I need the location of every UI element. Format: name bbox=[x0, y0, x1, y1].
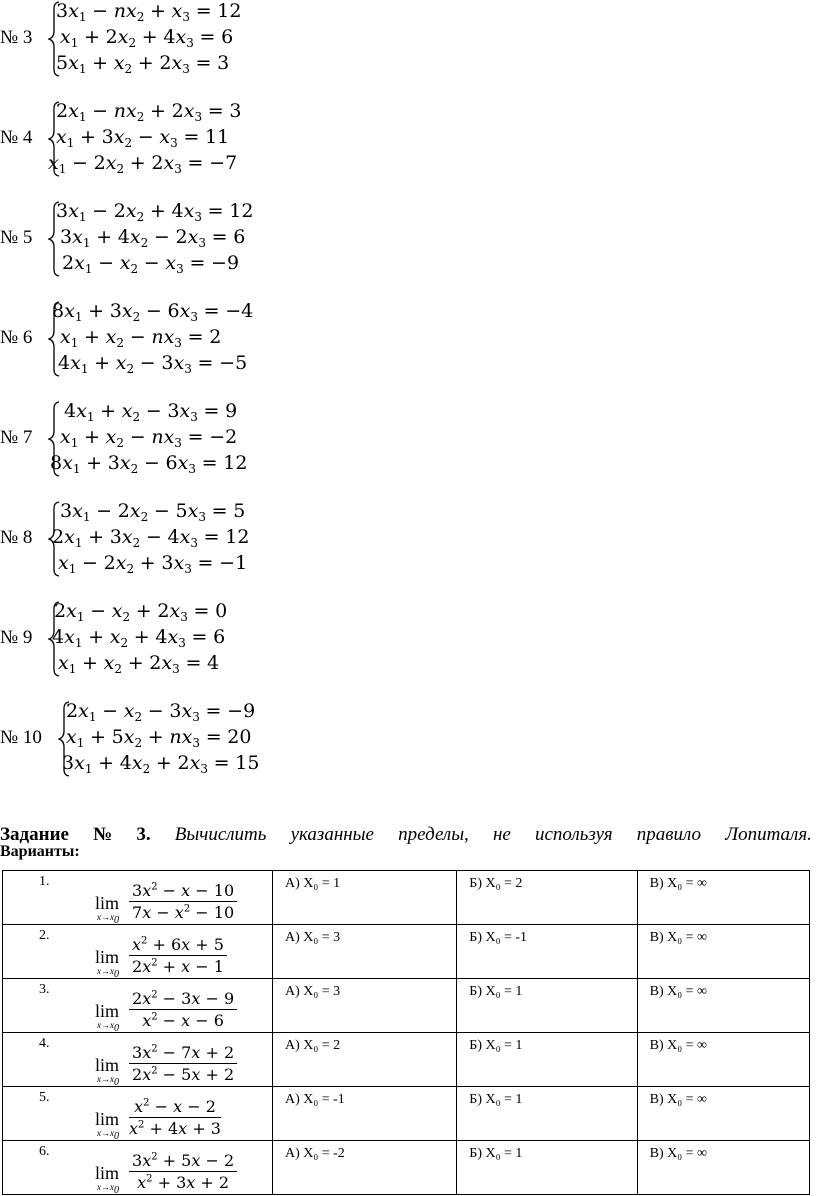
limit-cell bbox=[3, 979, 273, 1033]
lim-subscript: $x\to x_0$ bbox=[97, 1128, 119, 1142]
option-a: А) X₀ = 3 bbox=[284, 984, 341, 999]
task-text-word: не bbox=[492, 824, 511, 845]
option-b-cell bbox=[457, 925, 637, 979]
option-a: А) X₀ = -2 bbox=[284, 1146, 345, 1161]
option-c: В) X₀ = ∞ bbox=[649, 1092, 707, 1107]
system-number: № 5 bbox=[0, 227, 33, 248]
fraction bbox=[129, 1151, 237, 1192]
fraction bbox=[129, 881, 237, 922]
task-word: Задание bbox=[0, 824, 69, 845]
equation: $2x_1$ − $nx_2$ + $2x_3$ = 3 bbox=[56, 100, 242, 124]
option-a: А) X₀ = 2 bbox=[284, 1038, 341, 1053]
task-text-word: Вычислить bbox=[174, 824, 267, 845]
option-c-cell bbox=[637, 871, 809, 925]
option-b-cell bbox=[457, 871, 637, 925]
numerator: $x^2 + 6x + 5$ bbox=[129, 935, 227, 956]
denominator: $2x^2 - 5x + 2$ bbox=[132, 1065, 235, 1084]
lim-word: lim bbox=[95, 1001, 120, 1021]
option-c-cell bbox=[637, 1033, 809, 1087]
variants-label: Варианты: bbox=[0, 843, 80, 860]
denominator: $x^2 - x - 6$ bbox=[142, 1011, 224, 1030]
option-c-cell bbox=[637, 925, 809, 979]
equation: $4x_1$ + $x_2$ − $3x_3$ = 9 bbox=[64, 400, 238, 424]
table-row bbox=[3, 1141, 810, 1195]
option-c: В) X₀ = ∞ bbox=[649, 876, 707, 891]
option-c: В) X₀ = ∞ bbox=[649, 1146, 707, 1161]
numerator: $3x^2 - x - 10$ bbox=[129, 881, 237, 902]
option-c-cell bbox=[637, 1141, 809, 1195]
numerator: $x^2 - x - 2$ bbox=[129, 1097, 221, 1118]
denominator: $7x - x^2 - 10$ bbox=[132, 903, 235, 922]
option-a-cell bbox=[272, 925, 456, 979]
equation: $x_1$ − $2x_2$ + $3x_3$ = −1 bbox=[58, 552, 248, 576]
numerator: $3x^2 - 7x + 2$ bbox=[129, 1043, 237, 1064]
lim-subscript: $x\to x_0$ bbox=[97, 966, 119, 980]
option-a-cell bbox=[272, 1033, 456, 1087]
equation: $4x_1$ + $x_2$ − $3x_3$ = −5 bbox=[58, 352, 248, 376]
limit-cell bbox=[3, 925, 273, 979]
lim-word: lim bbox=[95, 1163, 120, 1183]
system-number: № 10 bbox=[0, 727, 42, 748]
option-b-cell bbox=[457, 1087, 637, 1141]
task-text-word: пределы, bbox=[398, 824, 469, 845]
system-number: № 9 bbox=[0, 627, 33, 648]
table-row bbox=[3, 1033, 810, 1087]
equation: $2x_1$ + $3x_2$ − $4x_3$ = 12 bbox=[52, 526, 250, 550]
lim-word: lim bbox=[95, 893, 120, 913]
numerator: $3x^2 + 5x - 2$ bbox=[129, 1151, 237, 1172]
limit-cell bbox=[3, 1141, 273, 1195]
equation: $4x_1$ + $x_2$ + $4x_3$ = 6 bbox=[52, 626, 226, 650]
option-a-cell bbox=[272, 871, 456, 925]
task-number-sign: № bbox=[93, 824, 113, 845]
variant-number: 4. bbox=[39, 1036, 50, 1051]
option-c-cell bbox=[637, 1087, 809, 1141]
lim-subscript: $x\to x_0$ bbox=[97, 1074, 119, 1088]
equation: $3x_1$ − $2x_2$ − $5x_3$ = 5 bbox=[60, 500, 246, 524]
denominator: $x^2 + 3x + 2$ bbox=[137, 1173, 230, 1192]
variant-number: 3. bbox=[39, 982, 50, 997]
equation: $x_1$ + $3x_2$ − $x_3$ = 11 bbox=[56, 126, 230, 150]
option-b: Б) X₀ = 1 bbox=[469, 984, 523, 999]
option-a: А) X₀ = 3 bbox=[284, 930, 341, 945]
system-number: № 3 bbox=[0, 27, 33, 48]
system-number: № 8 bbox=[0, 527, 33, 548]
equation: $x_1$ + $x_2$ − $nx_3$ = 2 bbox=[60, 326, 222, 350]
equation: $2x_1$ − $x_2$ − $3x_3$ = −9 bbox=[66, 700, 256, 724]
equation: $x_1$ + $x_2$ + $2x_3$ = 4 bbox=[58, 652, 220, 676]
task-number: 3. bbox=[136, 824, 151, 845]
equation-system bbox=[0, 400, 400, 480]
option-b: Б) X₀ = 1 bbox=[469, 1146, 523, 1161]
table-row bbox=[3, 979, 810, 1033]
equation: $2x_1$ − $x_2$ − $x_3$ = −9 bbox=[62, 252, 240, 276]
equation: $x_1$ + $5x_2$ + $nx_3$ = 20 bbox=[66, 726, 252, 750]
lim-subscript: $x\to x_0$ bbox=[97, 1182, 119, 1196]
option-c: В) X₀ = ∞ bbox=[649, 930, 707, 945]
variant-number: 5. bbox=[39, 1090, 50, 1105]
option-b: Б) X₀ = 2 bbox=[469, 876, 523, 891]
equation-system bbox=[0, 500, 400, 580]
table-row bbox=[3, 1087, 810, 1141]
table-row bbox=[3, 871, 810, 925]
system-number: № 7 bbox=[0, 427, 33, 448]
equation: $3x_1$ + $4x_2$ + $2x_3$ = 15 bbox=[62, 752, 260, 776]
equation-system bbox=[0, 100, 400, 180]
equation: $5x_1$ + $x_2$ + $2x_3$ = 3 bbox=[56, 52, 230, 76]
task-text-word: используя bbox=[534, 824, 613, 845]
system-number: № 6 bbox=[0, 327, 33, 348]
task-3-header bbox=[0, 824, 816, 861]
equation: $3x_1$ − $2x_2$ + $4x_3$ = 12 bbox=[56, 200, 254, 224]
equation: $2x_1$ − $x_2$ + $2x_3$ = 0 bbox=[54, 600, 228, 624]
option-b: Б) X₀ = 1 bbox=[469, 1038, 523, 1053]
fraction bbox=[129, 1043, 237, 1084]
fraction bbox=[129, 989, 237, 1030]
option-b: Б) X₀ = 1 bbox=[469, 1092, 523, 1107]
equation-system bbox=[0, 200, 400, 280]
task-text-word: правило bbox=[636, 824, 702, 845]
equation-system bbox=[0, 300, 400, 380]
equation: $8x_1$ + $3x_2$ − $6x_3$ = 12 bbox=[50, 452, 248, 476]
system-number: № 4 bbox=[0, 127, 33, 148]
option-a-cell bbox=[272, 1141, 456, 1195]
option-a-cell bbox=[272, 979, 456, 1033]
denominator: $x^2 + 4x + 3$ bbox=[129, 1119, 221, 1138]
limit-cell bbox=[3, 1087, 273, 1141]
equation: $3x_1$ − $nx_2$ + $x_3$ = 12 bbox=[56, 0, 242, 24]
option-b-cell bbox=[457, 1141, 637, 1195]
equation-system bbox=[0, 600, 400, 680]
lim-subscript: $x\to x_0$ bbox=[97, 1020, 119, 1034]
option-c-cell bbox=[637, 979, 809, 1033]
fraction bbox=[129, 1097, 221, 1138]
equation: $x_1$ − $2x_2$ + $2x_3$ = −7 bbox=[48, 152, 238, 176]
equation: $x_1$ + $x_2$ − $nx_3$ = −2 bbox=[60, 426, 238, 450]
table-row bbox=[3, 925, 810, 979]
fraction bbox=[129, 935, 227, 976]
equation: $3x_1$ + $4x_2$ − $2x_3$ = 6 bbox=[60, 226, 246, 250]
task-text-word: Лопиталя. bbox=[725, 824, 812, 845]
equation: $x_1$ + $2x_2$ + $4x_3$ = 6 bbox=[60, 26, 234, 50]
equation-system bbox=[0, 700, 400, 780]
option-a: А) X₀ = 1 bbox=[284, 876, 341, 891]
numerator: $2x^2 - 3x - 9$ bbox=[129, 989, 237, 1010]
lim-word: lim bbox=[95, 1055, 120, 1075]
lim-word: lim bbox=[95, 947, 120, 967]
option-a-cell bbox=[272, 1087, 456, 1141]
variant-number: 2. bbox=[39, 928, 50, 943]
equation: $8x_1$ + $3x_2$ − $6x_3$ = −4 bbox=[52, 300, 254, 324]
lim-word: lim bbox=[95, 1109, 120, 1129]
equation-system bbox=[0, 0, 400, 80]
denominator: $2x^2 + x - 1$ bbox=[132, 957, 224, 976]
limits-table bbox=[2, 870, 810, 1195]
option-b-cell bbox=[457, 979, 637, 1033]
option-b: Б) X₀ = -1 bbox=[469, 930, 528, 945]
option-c: В) X₀ = ∞ bbox=[649, 1038, 707, 1053]
option-c: В) X₀ = ∞ bbox=[649, 984, 707, 999]
option-b-cell bbox=[457, 1033, 637, 1087]
task-text-word: указанные bbox=[290, 824, 374, 845]
variant-number: 6. bbox=[39, 1144, 50, 1159]
variant-number: 1. bbox=[39, 874, 50, 889]
option-a: А) X₀ = -1 bbox=[284, 1092, 345, 1107]
limit-cell bbox=[3, 871, 273, 925]
lim-subscript: $x\to x_0$ bbox=[97, 912, 119, 926]
limit-cell bbox=[3, 1033, 273, 1087]
